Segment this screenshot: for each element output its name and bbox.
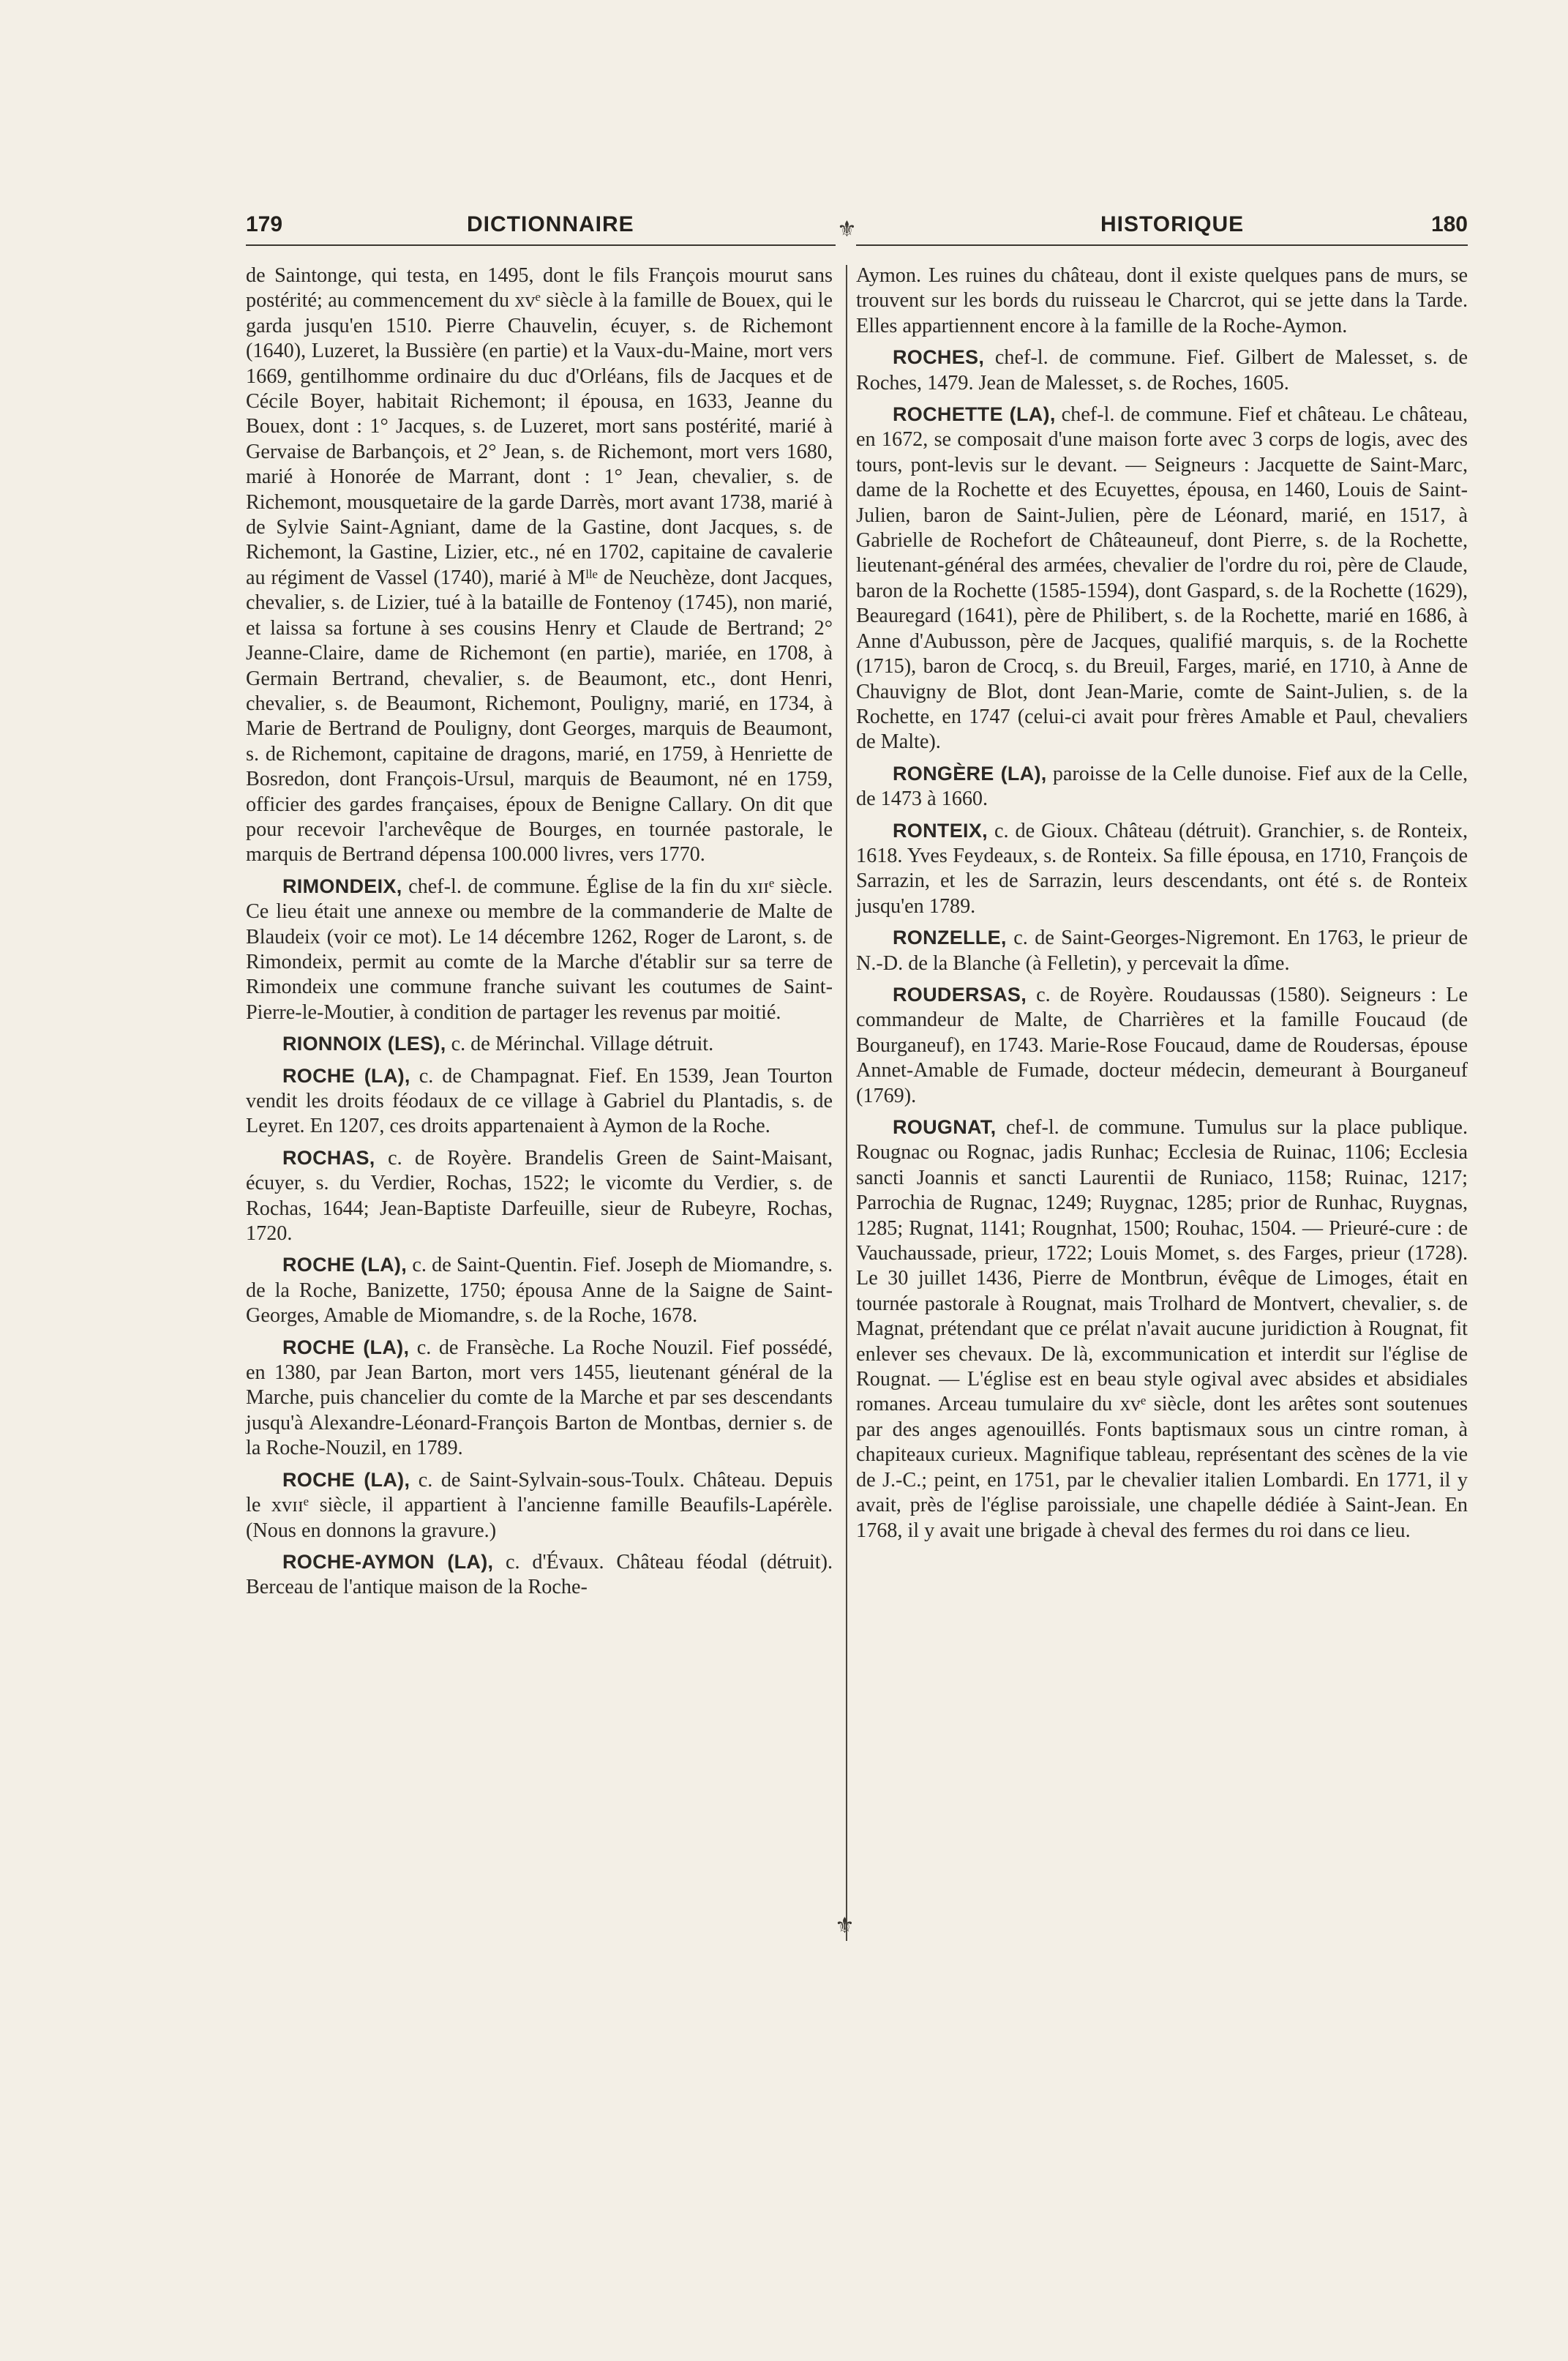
- fleur-de-lis-ornament-icon: ⚜: [837, 217, 857, 242]
- entry-headword: RIMONDEIX,: [282, 875, 402, 897]
- right-column: [856, 263, 1468, 1549]
- dictionary-entry: [856, 925, 1468, 976]
- entry-text: c. de Fransèche. La Roche Nouzil. Fief possédé, en 1380, par Jean Barton, mort vers 1455, lieutenant général de la Marche, puis chancelier du comte de la Marche et par ses descendants jusqu'à Alexandre-Léonard-François Barton de Montbas, dernier s. de la Roche-Nouzil, en 1789.: [246, 1336, 833, 1460]
- entry-text: c. de Gioux. Château (détruit). Granchier, s. de Ronteix, 1618. Yves Feydeaux, s. de Ronteix. Sa fille épousa, en 1710, François de Sarrazin, et les de Sarrazin, leurs descendants, ont été s. de Ronteix jusqu'en 1789.: [856, 819, 1468, 918]
- entry-text: c. d'Évaux. Château féodal (détruit). Berceau de l'antique maison de la Roche-: [246, 1550, 833, 1599]
- entry-text: c. de Champagnat. Fief. En 1539, Jean Tourton vendit les droits féodaux de ce village à Gabriel du Plantadis, s. de Leyret. En 1207, ces droits appartenaient à Aymon de la Roche.: [246, 1064, 833, 1138]
- fleur-de-lis-bottom-icon: ⚜: [835, 1914, 855, 1938]
- entry-headword: ROUGNAT,: [893, 1116, 997, 1138]
- entry-headword: ROUDERSAS,: [893, 983, 1027, 1006]
- entry-text: c. de Saint-Quentin. Fief. Joseph de Miomandre, s. de la Roche, Banizette, 1750; épousa Anne de la Saigne de Saint-Georges, Amable de Miomandre, s. de la Roche, 1678.: [246, 1254, 833, 1328]
- entry-headword: RONGÈRE (LA),: [893, 762, 1047, 785]
- dictionary-entry: [856, 818, 1468, 920]
- entry-text: chef-l. de commune. Église de la fin du xɪɪᵉ siècle. Ce lieu était une annexe ou membre de la commanderie de Malte de Blaudeix (voir ce mot). Le 14 décembre 1262, Roger de Laront, s. de Rimondeix, permit au comte de la Marche d'établir sur sa terre de Rimondeix une commune franche suivant les coutumes de Saint-Pierre-le-Moutier, à condition de partager les revenus par moitié.: [246, 875, 833, 1024]
- column-divider: [846, 265, 847, 1941]
- entry-text: Aymon. Les ruines du château, dont il existe quelques pans de murs, se trouvent sur les bords du ruisseau le Charcrot, qui se jette dans la Tarde. Elles appartiennent encore à la famille de la Roche-Aymon.: [856, 264, 1468, 337]
- entry-headword: ROCHES,: [893, 346, 985, 369]
- entry-headword: ROCHE (LA),: [282, 1336, 410, 1358]
- dictionary-entry: [246, 1335, 833, 1462]
- dictionary-entry: [856, 1115, 1468, 1544]
- entry-text: c. de Royère. Roudaussas (1580). Seigneurs : Le commandeur de Malte, de Charrières et la famille Foucaud (de Bourganeuf), en 1743. Marie-Rose Foucaud, dame de Roudersas, épouse Annet-Amable de Fumade, docteur médecin, demeurant à Bourganeuf (1769).: [856, 983, 1468, 1107]
- entry-text: chef-l. de commune. Fief et château. Le château, en 1672, se composait d'une maison forte avec 3 corps de logis, avec des tours, pont-levis sur le devant. — Seigneurs : Jacquette de Saint-Marc, dame de la Rochette et des Ecuyettes, épousa, en 1460, Louis de Saint-Julien, baron de Saint-Julien, père de Léonard, marié, en 1517, à Gabrielle de Rochefort de Châteauneuf, dont Pierre, s. de la Rochette, lieutenant-général des armées, chevalier de l'ordre du roi, père de Claude, baron de la Rochette (1585-1594), dont Gaspard, s. de la Rochette (1629), Beauregard (1641), père de Philibert, s. de la Rochette, marié en 1686, à Anne d'Aubusson, père de Jacques, qualifié marquis, s. de la Rochette (1715), baron de Crocq, s. du Breuil, Farges, marié, en 1710, à Anne de Chauvigny de Blot, dont Jean-Marie, comte de Saint-Julien, s. de la Rochette, en 1747 (celui-ci avait pour frères Amable et Paul, chevaliers de Malte).: [856, 403, 1468, 754]
- page-number-right: 180: [1430, 212, 1468, 236]
- entry-text: c. de Saint-Georges-Nigremont. En 1763, le prieur de N.-D. de la Blanche (à Felletin), y percevait la dîme.: [856, 927, 1468, 975]
- dictionary-entry: [246, 1031, 833, 1057]
- header-rule-right: [856, 244, 1468, 246]
- dictionary-entry: [246, 1467, 833, 1544]
- entry-text: paroisse de la Celle dunoise. Fief aux de la Celle, de 1473 à 1660.: [856, 762, 1468, 811]
- entry-text: chef-l. de commune. Tumulus sur la place publique. Rougnac ou Rognac, jadis Runhac; Ecclesia de Ruinac, 1106; Ecclesia sancti Joannis et sancti Laurentii de Runiaco, 1158; Ruinac, 1217; Parrochia de Rugnac, 1249; Ruygnac, 1285; prior de Runhac, Ruygnas, 1285; Rugnat, 1141; Rougnhat, 1500; Rouhac, 1504. — Prieuré-cure : de Vauchaussade, prieur, 1722; Louis Momet, s. des Farges, prieur (1728). Le 30 juillet 1436, Pierre de Montbrun, évêque de Limoges, était en tournée pastorale à Rougnat, mais Trolhard de Montvert, chevalier, s. de Magnat, prétendant que ce prélat n'avait aucune juridiction à Rougnat, fit enlever ses chevaux. De là, excommunication et interdit sur l'église de Rougnat. — L'église est en beau style ogival avec absides et absidiales romanes. Arceau tumulaire du xvᵉ siècle, dont les arêtes sont soutenues par des anges agenouillés. Fonts baptismaux sous un cintre roman, à chapiteaux curieux. Magnifique tableau, représentant des scènes de la vie de J.-C.; peint, en 1751, par le chevalier italien Lombardi. En 1771, il y avait, près de l'église paroissiale, une chapelle dédiée à Saint-Jean. En 1768, il y avait une brigade à cheval des fermes du roi dans ce lieu.: [856, 1116, 1468, 1542]
- entry-headword: ROCHE (LA),: [282, 1468, 410, 1491]
- dictionary-entry: [246, 1549, 833, 1601]
- dictionary-entry: [856, 345, 1468, 396]
- left-column: [246, 263, 833, 1606]
- dictionary-entry: [246, 1063, 833, 1140]
- entry-text: c. de Royère. Brandelis Green de Saint-Maisant, écuyer, s. du Verdier, Rochas, 1522; le vicomte du Verdier, s. de Rochas, 1644; Jean-Baptiste Darfeuille, sieur de Rubeyre, Rochas, 1720.: [246, 1146, 833, 1246]
- page-number-left: 179: [246, 212, 283, 236]
- running-title-left: DICTIONNAIRE: [467, 212, 634, 236]
- entry-headword: ROCHE (LA),: [282, 1064, 410, 1087]
- entry-text: de Saintonge, qui testa, en 1495, dont le fils François mourut sans postérité; au commencement du xvᵉ siècle à la famille de Bouex, qui le garda jusqu'en 1510. Pierre Chauvelin, écuyer, s. de Richemont (1640), Luzeret, la Bussière (en partie) et la Vaux-du-Maine, mort vers 1669, gentilhomme ordinaire du duc d'Orléans, fils de Jacques et de Cécile Boyer, habitait Richemont; il épousa, en 1633, Jeanne du Bouex, dont : 1° Jacques, s. de Luzeret, mort sans postérité, marié à Gervaise de Barbançois, et 2° Jean, s. de Richemont, mort vers 1680, marié à Honorée de Marrant, dont : 1° Jean, chevalier, s. de Richemont, mousquetaire de la garde Darrès, mort avant 1738, marié à de Sylvie Saint-Agniant, dame de la Gastine, dont Jacques, s. de Richemont, la Gastine, Lizier, etc., né en 1702, capitaine de cavalerie au régiment de Vassel (1740), marié à Mˡˡᵉ de Neuchèze, dont Jacques, chevalier, s. de Lizier, tué à la bataille de Fontenoy (1745), non marié, et laissa sa fortune à ses cousins Henry et Claude de Bertrand; 2° Jeanne-Claire, dame de Richemont (en partie), mariée, en 1708, à Germain Bertrand, chevalier, s. de Beaumont, etc., dont Henri, chevalier, s. de Beaumont, Richemont, Pouligny, marié, en 1734, à Marie de Bertrand de Pouligny, dont Georges, marquis de Beaumont, s. de Richemont, capitaine de dragons, marié, en 1759, à Henriette de Bosredon, dont François-Ursul, marquis de Beaumont, né en 1759, officier des gardes françaises, époux de Benigne Callary. On dit que pour recevoir l'archevêque de Bourges, en tournée pastorale, le marquis de Bertrand dépensa 100.000 livres, vers 1770.: [246, 264, 833, 867]
- dictionary-entry: [246, 1252, 833, 1328]
- entry-text: chef-l. de commune. Fief. Gilbert de Malesset, s. de Roches, 1479. Jean de Malesset, s. de Roches, 1605.: [856, 346, 1468, 394]
- dictionary-entry: [246, 1145, 833, 1247]
- entry-text: c. de Mérinchal. Village détruit.: [451, 1033, 714, 1056]
- entry-headword: ROCHETTE (LA),: [893, 403, 1056, 426]
- dictionary-entry: [856, 761, 1468, 812]
- entry-headword: RIONNOIX (LES),: [282, 1033, 446, 1055]
- running-header: [246, 212, 1468, 244]
- entry-continuation: [246, 263, 833, 868]
- entry-headword: ROCHE (LA),: [282, 1254, 408, 1276]
- entry-continuation: [856, 263, 1468, 339]
- entry-headword: ROCHAS,: [282, 1146, 375, 1169]
- entry-headword: RONTEIX,: [893, 819, 988, 842]
- dictionary-entry: [856, 982, 1468, 1109]
- entry-headword: RONZELLE,: [893, 927, 1007, 949]
- header-rule-left: [246, 244, 836, 246]
- dictionary-entry: [246, 874, 833, 1025]
- running-title-right: HISTORIQUE: [1100, 212, 1245, 236]
- entry-text: c. de Saint-Sylvain-sous-Toulx. Château. Depuis le xvɪɪᵉ siècle, il appartient à l'ancienne famille Beaufils-Lapérèle. (Nous en donnons la gravure.): [246, 1468, 833, 1542]
- dictionary-entry: [856, 402, 1468, 755]
- entry-headword: ROCHE-AYMON (LA),: [282, 1550, 494, 1573]
